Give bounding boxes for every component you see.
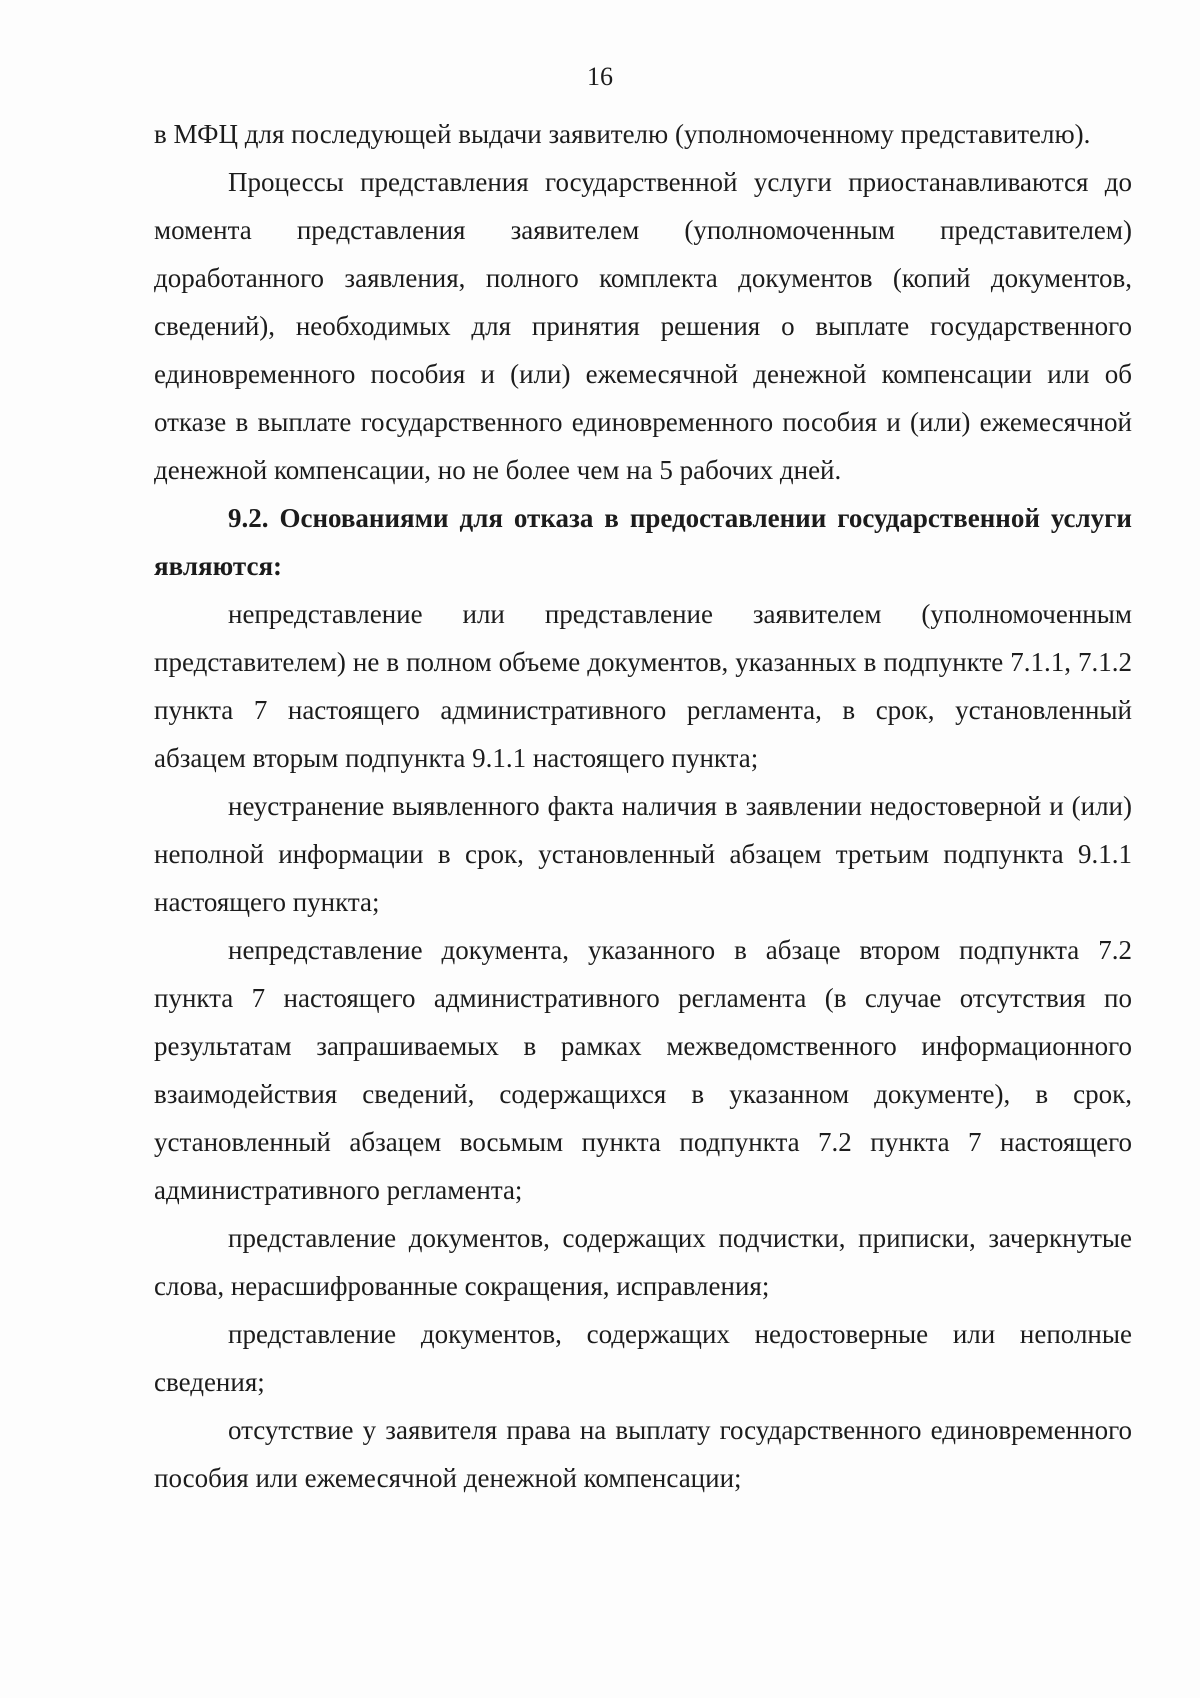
- paragraph-refusal-ground: отсутствие у заявителя права на выплату государственного единовременного пособия или ежемесячной денежной компенсации;: [154, 1415, 1132, 1493]
- paragraph-refusal-ground: представление документов, содержащих недостоверные или неполные сведения;: [154, 1319, 1132, 1397]
- paragraph-refusal-ground: представление документов, содержащих подчистки, приписки, зачеркнутые слова, нерасшифрованные сокращения, исправления;: [154, 1223, 1132, 1301]
- paragraph-refusal-ground: непредставление или представление заявителем (уполномоченным представителем) не в полном объеме документов, указанных в подпункте 7.1.1, 7.1.2 пункта 7 настоящего административного регламента, в срок, установленный абзацем вторым подпункта 9.1.1 настоящего пункта;: [154, 599, 1132, 773]
- section-heading-9-2: 9.2. Основаниями для отказа в предоставлении государственной услуги являются:: [154, 503, 1132, 581]
- paragraph-continuation: в МФЦ для последующей выдачи заявителю (уполномоченному представителю).: [154, 119, 1091, 149]
- paragraph-suspension: Процессы представления государственной услуги приостанавливаются до момента представления заявителем (уполномоченным представителем) доработанного заявления, полного комплекта документов (копий документов, сведений), необходимых для принятия решения о выплате государственного единовременного пособия и (или) ежемесячной денежной компенсации или об отказе в выплате государственного единовременного пособия и (или) ежемесячной денежной компенсации, но не более чем на 5 рабочих дней.: [154, 167, 1132, 485]
- paragraph-refusal-ground: непредставление документа, указанного в абзаце втором подпункта 7.2 пункта 7 настоящего административного регламента (в случае отсутствия по результатам запрашиваемых в рамках межведомственного информационного взаимодействия сведений, содержащихся в указанном документе), в срок, установленный абзацем восьмым пункта подпункта 7.2 пункта 7 настоящего административного регламента;: [154, 935, 1132, 1205]
- paragraph-refusal-ground: неустранение выявленного факта наличия в заявлении недостоверной и (или) неполной информации в срок, установленный абзацем третьим подпункта 9.1.1 настоящего пункта;: [154, 791, 1132, 917]
- document-body: [154, 110, 1132, 1502]
- page-number: 16: [587, 62, 613, 91]
